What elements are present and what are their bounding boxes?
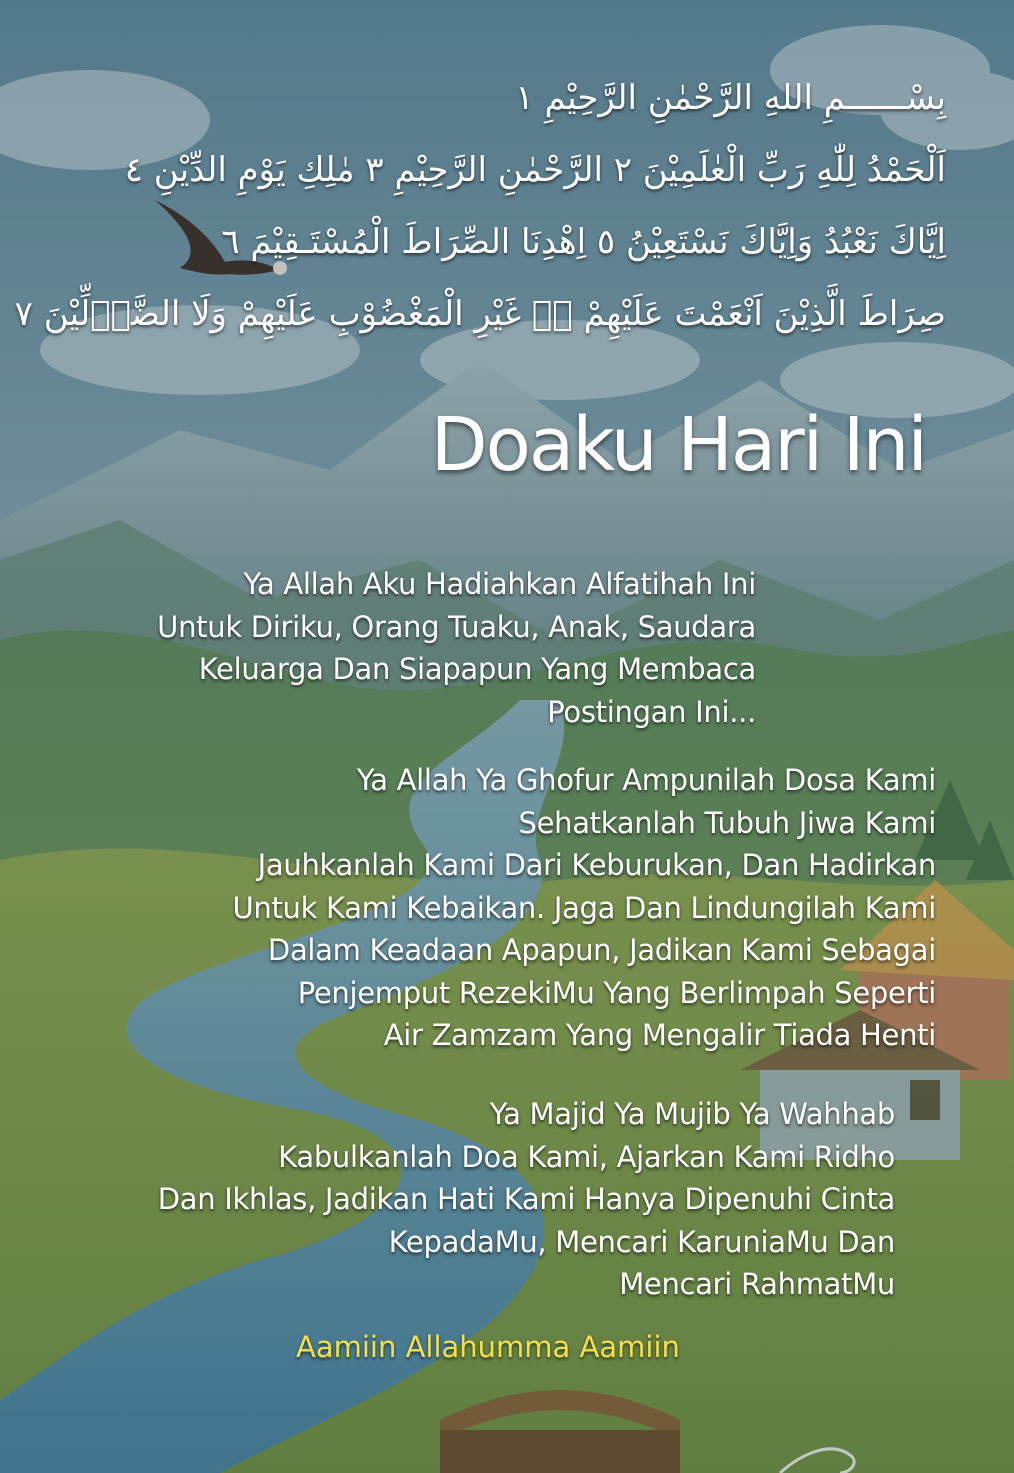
prayer-line: Postingan Ini... bbox=[547, 694, 756, 729]
quran-line-4: صِرَاطَ الَّذِيْنَ اَنْعَمْتَ عَلَيْهِمْ ەۙ غَيْرِ الْمَغْضُوْبِ عَلَيْهِمْ وَلَا الضَّاۤلِّيْنَ ٧ bbox=[14, 294, 946, 334]
prayer-paragraph-2 bbox=[232, 759, 936, 1057]
prayer-line: Penjemput RezekiMu Yang Berlimpah Seperti bbox=[297, 975, 936, 1010]
quran-line-3: اِيَّاكَ نَعْبُدُ وَاِيَّاكَ نَسْتَعِيْنُ ٥ اِهْدِنَا الصِّرَاطَ الْمُسْتَـقِيْمَ ٦ bbox=[221, 222, 946, 262]
prayer-paragraph-1 bbox=[157, 563, 756, 733]
quran-line-1: بِسْــــــمِ اللهِ الرَّحْمٰنِ الرَّحِيْمِ ١ bbox=[515, 78, 946, 118]
prayer-line: Sehatkanlah Tubuh Jiwa Kami bbox=[518, 805, 936, 840]
closing-amen: Aamiin Allahumma Aamiin bbox=[296, 1330, 680, 1364]
prayer-line: Untuk Kami Kebaikan. Jaga Dan Lindungilah Kami bbox=[232, 890, 936, 925]
quran-line-2: اَلْحَمْدُ لِلّٰهِ رَبِّ الْعٰلَمِيْنَ ٢ الرَّحْمٰنِ الرَّحِيْمِ ٣ مٰلِكِ يَوْمِ الدِّيْنِ ٤ bbox=[124, 150, 946, 190]
prayer-line: Dan Ikhlas, Jadikan Hati Kami Hanya Dipenuhi Cinta bbox=[157, 1182, 895, 1216]
prayer-line: Ya Allah Aku Hadiahkan Alfatihah Ini bbox=[243, 567, 756, 601]
prayer-line: KepadaMu, Mencari KaruniaMu Dan bbox=[388, 1224, 895, 1259]
prayer-line: Air Zamzam Yang Mengalir Tiada Henti bbox=[383, 1018, 936, 1052]
prayer-line: Mencari RahmatMu bbox=[619, 1267, 895, 1301]
prayer-line: Jauhkanlah Kami Dari Keburukan, Dan Hadirkan bbox=[257, 848, 936, 882]
prayer-line: Keluarga Dan Siapapun Yang Membaca bbox=[198, 652, 756, 686]
prayer-line: Ya Majid Ya Mujib Ya Wahhab bbox=[489, 1097, 895, 1131]
prayer-line: Ya Allah Ya Ghofur Ampunilah Dosa Kami bbox=[356, 763, 936, 797]
prayer-line: Untuk Diriku, Orang Tuaku, Anak, Saudara bbox=[157, 609, 756, 644]
prayer-line: Kabulkanlah Doa Kami, Ajarkan Kami Ridho bbox=[278, 1139, 895, 1174]
page-title: Doaku Hari Ini bbox=[430, 402, 926, 488]
prayer-paragraph-3 bbox=[158, 1093, 895, 1306]
prayer-line: Dalam Keadaan Apapun, Jadikan Kami Sebagai bbox=[267, 933, 936, 967]
